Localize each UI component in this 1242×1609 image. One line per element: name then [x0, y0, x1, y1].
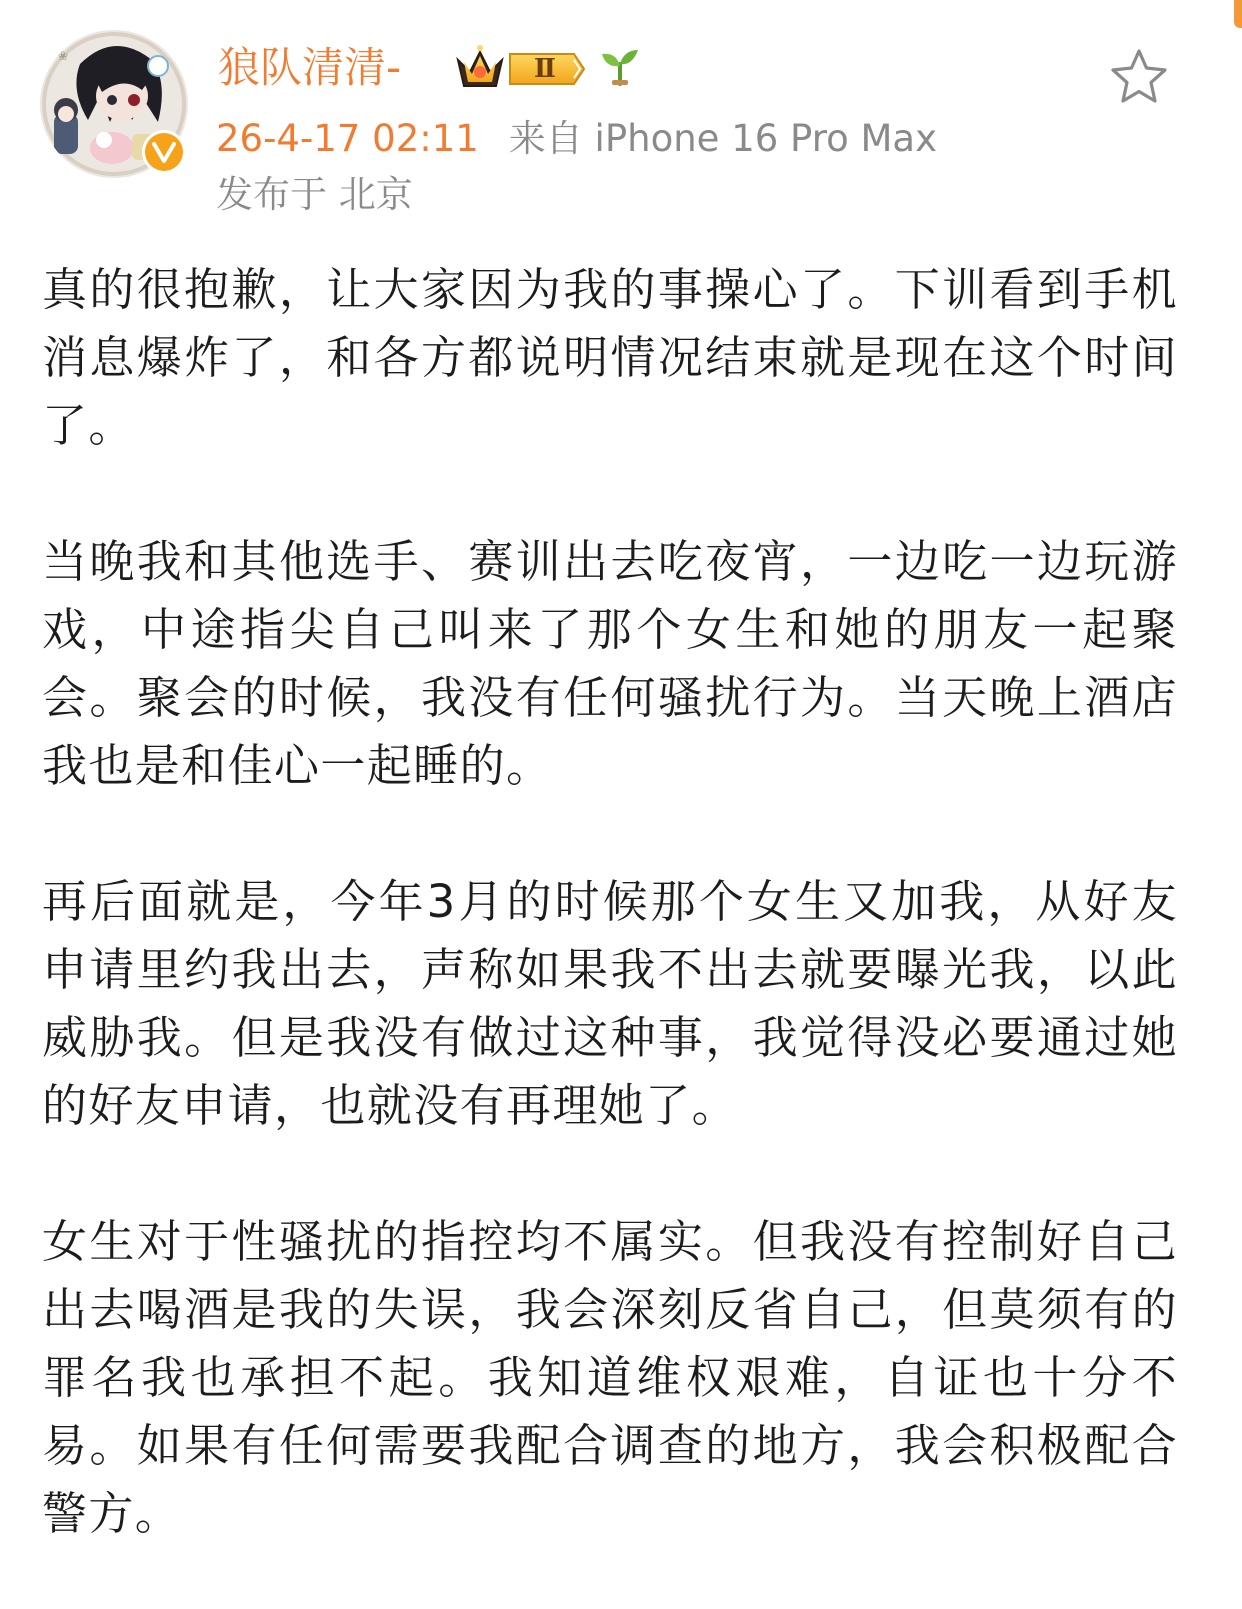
verified-v-icon — [142, 130, 186, 174]
post-paragraph: 再后面就是，今年3月的时候那个女生又加我，从好友申请里约我出去，声称如果我不出去就要曝光我，以此威胁我。但是我没有做过这种事，我觉得没必要通过她的好友申请，也就没有再理她了。 — [42, 875, 1178, 1132]
avatar[interactable] — [40, 30, 188, 178]
sprout-icon — [598, 46, 642, 86]
favorite-button[interactable] — [1108, 46, 1170, 108]
star-outline-icon — [1108, 46, 1170, 108]
post-source: 来自 iPhone 16 Pro Max — [508, 117, 938, 160]
post-paragraph: 当晚我和其他选手、赛训出去吃夜宵，一边吃一边玩游戏，中途指尖自己叫来了那个女生和她的朋友一起聚会。聚会的时候，我没有任何骚扰行为。当天晚上酒店我也是和佳心一起睡的。 — [42, 535, 1178, 792]
post-header — [0, 0, 1242, 240]
post-time[interactable]: 26-4-17 02:11 — [216, 117, 479, 160]
post-paragraph: 女生对于性骚扰的指控均不属实。但我没有控制好自己出去喝酒是我的失误，我会深刻反省自己，但莫须有的罪名我也承担不起。我知道维权艰难，自证也十分不易。如果有任何需要我配合调查的地方，我会积极配合警方。 — [42, 1215, 1178, 1540]
post-body — [42, 256, 1178, 1548]
post-meta — [216, 114, 937, 164]
level-badge-label: Ⅱ — [534, 54, 556, 84]
post-location: 发布于 北京 — [216, 173, 413, 216]
post-paragraph: 真的很抱歉，让大家因为我的事操心了。下训看到手机消息爆炸了，和各方都说明情况结束就是现在这个时间了。 — [42, 263, 1178, 452]
author-name[interactable]: 狼队清清- — [218, 43, 402, 92]
svg-text:❀: ❀ — [58, 49, 69, 63]
